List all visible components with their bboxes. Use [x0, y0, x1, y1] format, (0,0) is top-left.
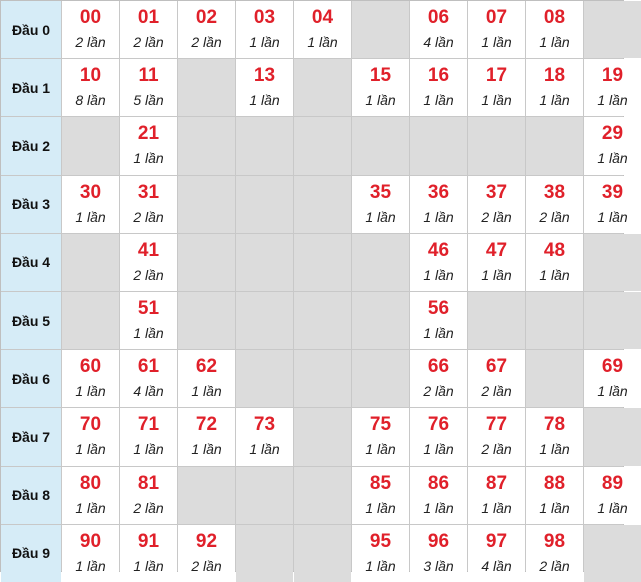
occurrence-count: 4 lần	[423, 34, 454, 51]
number-value: 73	[253, 414, 276, 436]
occurrence-count: 1 lần	[597, 208, 628, 225]
number-cell	[120, 408, 177, 465]
number-value: 11	[138, 65, 159, 87]
occurrence-count: 2 lần	[481, 383, 512, 400]
row-header: Đầu 3	[1, 176, 61, 233]
row-header: Đầu 6	[1, 350, 61, 407]
occurrence-count: 4 lần	[133, 383, 164, 400]
number-value: 60	[79, 356, 102, 378]
empty-cell	[236, 467, 293, 524]
number-value: 29	[601, 123, 624, 145]
occurrence-count: 1 lần	[75, 383, 106, 400]
number-cell	[410, 59, 467, 116]
number-value: 61	[137, 356, 160, 378]
occurrence-count: 2 lần	[481, 441, 512, 458]
number-value: 39	[601, 181, 624, 203]
empty-cell	[584, 525, 641, 582]
number-value: 80	[79, 472, 102, 494]
number-value: 90	[79, 530, 102, 552]
row-header: Đầu 0	[1, 1, 61, 58]
occurrence-count: 2 lần	[539, 557, 570, 574]
empty-cell	[584, 1, 641, 58]
number-cell	[584, 117, 641, 174]
empty-cell	[526, 350, 583, 407]
empty-cell	[62, 234, 119, 291]
number-cell	[236, 59, 293, 116]
number-cell	[352, 525, 409, 582]
number-cell	[410, 1, 467, 58]
number-value: 47	[485, 239, 508, 261]
occurrence-count: 1 lần	[423, 441, 454, 458]
occurrence-count: 1 lần	[539, 34, 570, 51]
empty-cell	[178, 467, 235, 524]
occurrence-count: 1 lần	[365, 92, 396, 109]
occurrence-count: 1 lần	[539, 499, 570, 516]
empty-cell	[236, 234, 293, 291]
occurrence-count: 1 lần	[597, 499, 628, 516]
occurrence-count: 1 lần	[423, 266, 454, 283]
occurrence-count: 1 lần	[75, 557, 106, 574]
number-cell	[468, 408, 525, 465]
number-cell	[468, 525, 525, 582]
empty-cell	[294, 292, 351, 349]
number-value: 35	[369, 181, 392, 203]
occurrence-count: 1 lần	[191, 383, 222, 400]
occurrence-count: 2 lần	[191, 34, 222, 51]
empty-cell	[352, 117, 409, 174]
number-cell	[62, 1, 119, 58]
number-value: 81	[137, 472, 160, 494]
number-cell	[62, 467, 119, 524]
number-value: 67	[485, 356, 508, 378]
occurrence-count: 1 lần	[481, 499, 512, 516]
occurrence-count: 1 lần	[75, 499, 106, 516]
number-value: 00	[79, 7, 102, 29]
number-cell	[120, 350, 177, 407]
number-value: 07	[485, 7, 508, 29]
occurrence-count: 1 lần	[191, 441, 222, 458]
empty-cell	[584, 408, 641, 465]
number-cell	[352, 408, 409, 465]
occurrence-count: 2 lần	[75, 34, 106, 51]
number-cell	[410, 292, 467, 349]
number-cell	[526, 176, 583, 233]
number-value: 88	[543, 472, 566, 494]
number-value: 89	[601, 472, 624, 494]
occurrence-count: 1 lần	[365, 208, 396, 225]
empty-cell	[62, 117, 119, 174]
number-value: 08	[543, 7, 566, 29]
number-cell	[62, 59, 119, 116]
number-value: 98	[543, 530, 566, 552]
number-cell	[410, 176, 467, 233]
number-cell	[584, 467, 641, 524]
number-value: 30	[79, 181, 102, 203]
occurrence-count: 1 lần	[597, 150, 628, 167]
number-value: 51	[137, 298, 160, 320]
number-cell	[120, 292, 177, 349]
number-value: 19	[601, 65, 624, 87]
empty-cell	[178, 117, 235, 174]
number-value: 72	[195, 414, 218, 436]
number-value: 15	[369, 65, 392, 87]
number-value: 17	[485, 65, 508, 87]
number-value: 75	[369, 414, 392, 436]
number-value: 62	[195, 356, 218, 378]
empty-cell	[178, 176, 235, 233]
empty-cell	[468, 117, 525, 174]
empty-cell	[236, 525, 293, 582]
occurrence-count: 1 lần	[249, 92, 280, 109]
occurrence-count: 1 lần	[307, 34, 338, 51]
number-cell	[62, 176, 119, 233]
occurrence-count: 2 lần	[133, 499, 164, 516]
empty-cell	[352, 292, 409, 349]
row-header: Đầu 4	[1, 234, 61, 291]
number-cell	[584, 350, 641, 407]
number-value: 69	[601, 356, 624, 378]
number-cell	[468, 350, 525, 407]
occurrence-count: 1 lần	[423, 208, 454, 225]
number-cell	[120, 467, 177, 524]
occurrence-count: 1 lần	[539, 266, 570, 283]
number-value: 31	[137, 181, 160, 203]
number-value: 13	[253, 65, 276, 87]
number-value: 56	[427, 298, 450, 320]
occurrence-count: 4 lần	[481, 557, 512, 574]
number-value: 36	[427, 181, 450, 203]
occurrence-count: 1 lần	[249, 34, 280, 51]
number-cell	[294, 1, 351, 58]
empty-cell	[526, 292, 583, 349]
number-cell	[120, 176, 177, 233]
number-cell	[526, 467, 583, 524]
number-cell	[410, 350, 467, 407]
number-cell	[178, 525, 235, 582]
empty-cell	[294, 59, 351, 116]
occurrence-count: 1 lần	[75, 208, 106, 225]
number-cell	[236, 1, 293, 58]
occurrence-count: 1 lần	[133, 557, 164, 574]
empty-cell	[468, 292, 525, 349]
number-value: 70	[79, 414, 102, 436]
empty-cell	[178, 292, 235, 349]
occurrence-count: 1 lần	[423, 92, 454, 109]
occurrence-count: 1 lần	[481, 92, 512, 109]
number-value: 71	[137, 414, 160, 436]
number-cell	[120, 1, 177, 58]
occurrence-count: 1 lần	[133, 150, 164, 167]
number-cell	[120, 59, 177, 116]
occurrence-count: 1 lần	[249, 441, 280, 458]
row-header: Đầu 7	[1, 408, 61, 465]
empty-cell	[294, 350, 351, 407]
row-header: Đầu 5	[1, 292, 61, 349]
number-cell	[584, 59, 641, 116]
number-cell	[178, 1, 235, 58]
number-value: 37	[485, 181, 508, 203]
occurrence-count: 2 lần	[133, 266, 164, 283]
occurrence-count: 2 lần	[191, 557, 222, 574]
number-value: 03	[253, 7, 276, 29]
occurrence-count: 3 lần	[423, 557, 454, 574]
empty-cell	[178, 59, 235, 116]
number-value: 85	[369, 472, 392, 494]
occurrence-count: 1 lần	[481, 34, 512, 51]
empty-cell	[352, 350, 409, 407]
number-value: 21	[137, 123, 160, 145]
number-cell	[410, 408, 467, 465]
number-cell	[410, 525, 467, 582]
occurrence-count: 1 lần	[133, 325, 164, 342]
row-header: Đầu 8	[1, 467, 61, 524]
number-value: 01	[137, 7, 160, 29]
number-value: 16	[427, 65, 450, 87]
occurrence-count: 8 lần	[75, 92, 106, 109]
number-value: 87	[485, 472, 508, 494]
number-value: 41	[137, 239, 160, 261]
row-header: Đầu 9	[1, 525, 61, 582]
number-cell	[62, 350, 119, 407]
empty-cell	[294, 117, 351, 174]
empty-cell	[294, 467, 351, 524]
empty-cell	[294, 408, 351, 465]
row-header: Đầu 2	[1, 117, 61, 174]
number-value: 06	[427, 7, 450, 29]
number-cell	[526, 525, 583, 582]
number-cell	[468, 234, 525, 291]
empty-cell	[410, 117, 467, 174]
occurrence-count: 1 lần	[75, 441, 106, 458]
occurrence-count: 2 lần	[133, 34, 164, 51]
number-cell	[236, 408, 293, 465]
occurrence-count: 1 lần	[133, 441, 164, 458]
number-value: 86	[427, 472, 450, 494]
number-cell	[352, 59, 409, 116]
occurrence-count: 1 lần	[539, 441, 570, 458]
number-cell	[178, 408, 235, 465]
number-cell	[468, 59, 525, 116]
number-value: 02	[195, 7, 218, 29]
occurrence-count: 1 lần	[423, 499, 454, 516]
number-value: 46	[427, 239, 450, 261]
occurrence-count: 1 lần	[365, 441, 396, 458]
occurrence-count: 2 lần	[539, 208, 570, 225]
empty-cell	[584, 234, 641, 291]
empty-cell	[526, 117, 583, 174]
number-value: 77	[485, 414, 508, 436]
number-value: 92	[195, 530, 218, 552]
empty-cell	[62, 292, 119, 349]
number-cell	[410, 467, 467, 524]
number-cell	[526, 59, 583, 116]
empty-cell	[584, 292, 641, 349]
number-cell	[584, 176, 641, 233]
occurrence-count: 1 lần	[539, 92, 570, 109]
empty-cell	[236, 117, 293, 174]
occurrence-count: 1 lần	[597, 92, 628, 109]
occurrence-count: 1 lần	[423, 325, 454, 342]
number-cell	[120, 525, 177, 582]
number-value: 38	[543, 181, 566, 203]
number-cell	[62, 525, 119, 582]
occurrence-count: 2 lần	[133, 208, 164, 225]
empty-cell	[352, 1, 409, 58]
number-cell	[410, 234, 467, 291]
empty-cell	[294, 176, 351, 233]
number-cell	[526, 234, 583, 291]
number-cell	[526, 408, 583, 465]
empty-cell	[294, 525, 351, 582]
number-value: 18	[543, 65, 566, 87]
occurrence-count: 1 lần	[481, 266, 512, 283]
number-cell	[62, 408, 119, 465]
number-value: 66	[427, 356, 450, 378]
number-value: 48	[543, 239, 566, 261]
occurrence-count: 5 lần	[133, 92, 164, 109]
empty-cell	[236, 176, 293, 233]
number-cell	[468, 1, 525, 58]
row-header: Đầu 1	[1, 59, 61, 116]
number-value: 76	[427, 414, 450, 436]
occurrence-count: 1 lần	[365, 499, 396, 516]
number-value: 91	[137, 530, 160, 552]
empty-cell	[236, 350, 293, 407]
empty-cell	[352, 234, 409, 291]
number-cell	[468, 467, 525, 524]
number-value: 96	[427, 530, 450, 552]
number-cell	[120, 117, 177, 174]
number-value: 04	[311, 7, 334, 29]
number-cell	[526, 1, 583, 58]
empty-cell	[178, 234, 235, 291]
number-value: 97	[485, 530, 508, 552]
empty-cell	[294, 234, 351, 291]
number-value: 10	[79, 65, 102, 87]
number-value: 78	[543, 414, 566, 436]
number-cell	[178, 350, 235, 407]
occurrence-count: 1 lần	[597, 383, 628, 400]
empty-cell	[236, 292, 293, 349]
number-cell	[352, 176, 409, 233]
number-cell	[352, 467, 409, 524]
number-cell	[120, 234, 177, 291]
number-value: 95	[369, 530, 392, 552]
number-cell	[468, 176, 525, 233]
occurrence-count: 1 lần	[365, 557, 396, 574]
occurrence-count: 2 lần	[423, 383, 454, 400]
occurrence-count: 2 lần	[481, 208, 512, 225]
